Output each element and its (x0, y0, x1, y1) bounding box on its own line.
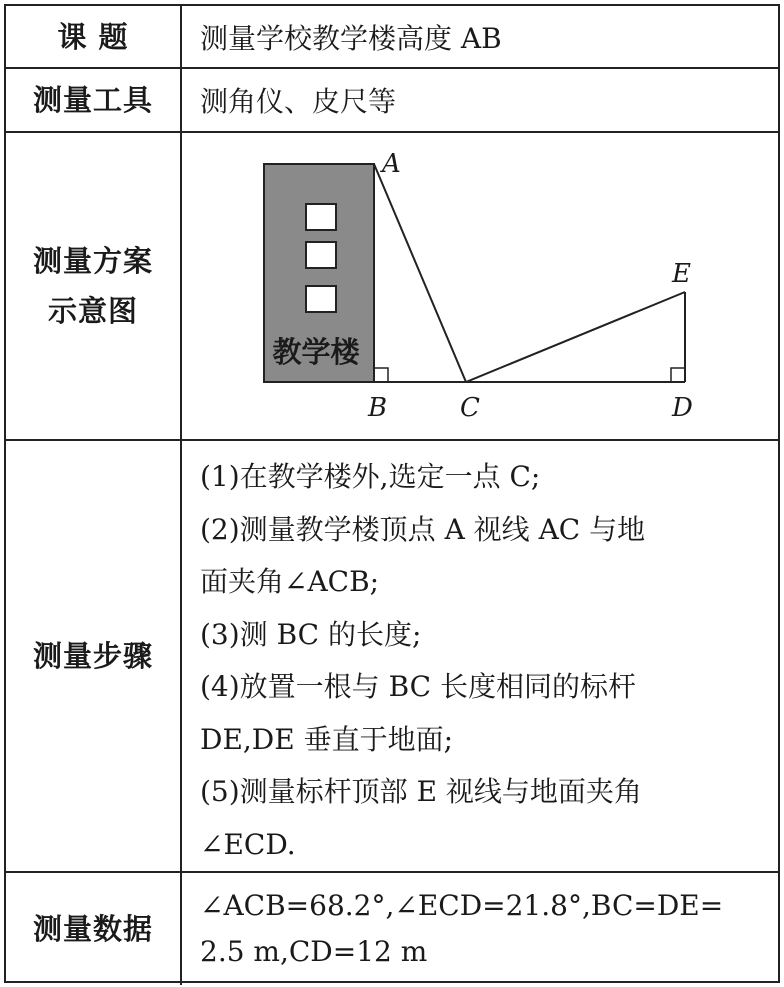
step-line: ∠ECD. (200, 827, 296, 861)
step-line: (2)测量教学楼顶点 A 视线 AC 与地 (200, 512, 646, 546)
point-label-b: B (368, 393, 388, 423)
row-data (6, 872, 778, 985)
tools-text: 测角仪、皮尺等 (181, 68, 778, 132)
label-diagram (6, 132, 181, 440)
step-line: DE,DE 垂直于地面; (200, 722, 454, 756)
point-label-a: A (382, 149, 401, 179)
step-line: (5)测量标杆顶部 E 视线与地面夹角 (200, 775, 642, 808)
right-angle-d (671, 368, 685, 382)
step-line: 面夹角∠ACB; (200, 565, 380, 598)
row-tools (6, 68, 778, 132)
steps-cell (181, 440, 778, 872)
table-frame (4, 4, 780, 983)
topic-text: 测量学校教学楼高度 AB (181, 6, 778, 68)
building-window-2 (306, 242, 336, 268)
label-topic: 课 题 (6, 6, 181, 68)
sight-line-ac (374, 164, 466, 382)
row-diagram (6, 132, 778, 440)
measurement-table (6, 6, 778, 985)
right-angle-b (374, 368, 388, 382)
row-steps (6, 440, 778, 872)
building-label: 教学楼 (272, 335, 360, 369)
label-tools: 测量工具 (6, 68, 181, 132)
building-window-3 (306, 286, 336, 312)
data-cell (181, 872, 778, 985)
step-line: (3)测 BC 的长度; (200, 617, 422, 651)
point-label-c: C (460, 393, 480, 423)
row-topic (6, 6, 778, 68)
label-diagram-line-2: 示意图 (47, 294, 138, 328)
building-window-1 (306, 204, 336, 230)
diagram-cell (181, 132, 778, 440)
scheme-diagram (182, 134, 780, 438)
point-label-e: E (672, 259, 691, 289)
step-line: (4)放置一根与 BC 长度相同的标杆 (200, 670, 636, 703)
data-line: ∠ACB=68.2°,∠ECD=21.8°,BC=DE= (200, 889, 724, 922)
label-steps: 测量步骤 (6, 440, 181, 872)
label-diagram-line-1: 测量方案 (32, 244, 153, 278)
data-line: 2.5 m,CD=12 m (200, 935, 428, 968)
point-label-d: D (672, 393, 693, 423)
label-data: 测量数据 (6, 872, 181, 985)
sight-line-ce (466, 292, 685, 382)
step-line: (1)在教学楼外,选定一点 C; (200, 460, 541, 493)
